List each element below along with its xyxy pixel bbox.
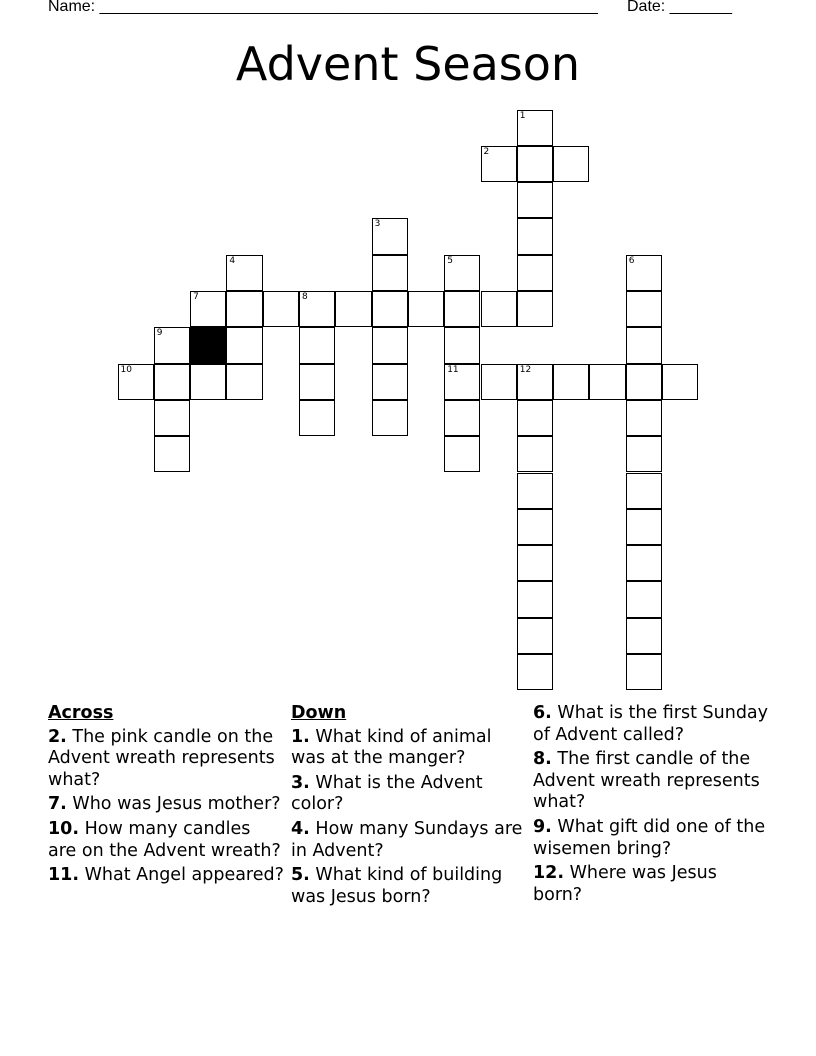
grid-cell[interactable] [626, 436, 662, 472]
grid-cell-number: 3 [374, 219, 381, 230]
grid-cell[interactable] [444, 364, 480, 400]
clue-across-7 [48, 794, 284, 816]
grid-cell[interactable] [299, 400, 335, 436]
grid-cell[interactable] [517, 291, 553, 327]
grid-cell[interactable] [154, 327, 190, 363]
grid-cell-number: 11 [447, 364, 459, 375]
puzzle-title: Advent Season [235, 37, 581, 91]
clue-down-6 [533, 703, 769, 746]
clue-text: The pink candle on the Advent wreath represents what? [48, 726, 275, 790]
grid-cell[interactable] [662, 364, 698, 400]
grid-cell-number: 10 [120, 364, 132, 375]
clue-down-9 [533, 817, 769, 860]
grid-cell[interactable] [190, 364, 226, 400]
grid-cell[interactable] [299, 327, 335, 363]
name-field-label: Name: ________________________________________________________ [48, 0, 598, 15]
grid-cell[interactable] [444, 291, 480, 327]
clue-number: 11. [48, 865, 80, 886]
clue-number: 4. [291, 818, 310, 839]
grid-cell[interactable] [444, 436, 480, 472]
clue-text: What kind of animal was at the manger? [291, 726, 492, 769]
grid-cell-number: 5 [447, 255, 453, 266]
grid-cell[interactable] [517, 436, 553, 472]
clue-number: 6. [533, 703, 552, 723]
clue-number: 12. [533, 863, 565, 884]
grid-cell[interactable] [408, 291, 444, 327]
grid-cell[interactable] [481, 146, 517, 182]
grid-cell[interactable] [626, 509, 662, 545]
grid-cell[interactable] [372, 218, 408, 254]
grid-cell[interactable] [517, 110, 553, 146]
grid-cell[interactable] [626, 400, 662, 436]
clue-text: What gift did one of the wisemen bring? [533, 816, 766, 859]
grid-cell[interactable] [517, 654, 553, 690]
grid-cell[interactable] [626, 545, 662, 581]
clue-text: How many candles are on the Advent wreath? [48, 818, 281, 861]
clue-number: 3. [291, 772, 310, 793]
grid-cell[interactable] [517, 400, 553, 436]
clue-across-11 [48, 865, 284, 887]
grid-cell[interactable] [517, 581, 553, 617]
grid-cell[interactable] [299, 291, 335, 327]
across-heading: Across [48, 703, 114, 723]
grid-cell[interactable] [517, 218, 553, 254]
clue-across-10 [48, 819, 284, 862]
grid-cell[interactable] [626, 618, 662, 654]
grid-cell[interactable] [190, 291, 226, 327]
grid-cell-number: 2 [483, 146, 490, 157]
clue-text: Where was Jesus born? [533, 863, 717, 905]
down-clues-column-continued [533, 703, 769, 909]
grid-cell[interactable] [589, 364, 625, 400]
grid-cell-number: 9 [156, 328, 163, 339]
grid-cell-number: 12 [519, 364, 532, 375]
grid-cell[interactable] [335, 291, 371, 327]
grid-cell[interactable] [626, 364, 662, 400]
grid-cell[interactable] [626, 327, 662, 363]
grid-cell[interactable] [517, 182, 553, 218]
grid-cell-number: 8 [302, 292, 308, 302]
clue-text: What Angel appeared? [84, 865, 284, 886]
grid-cell[interactable] [226, 327, 262, 363]
down-heading: Down [291, 703, 347, 723]
clue-number: 7. [48, 794, 67, 815]
grid-cell[interactable] [517, 618, 553, 654]
grid-cell[interactable] [263, 291, 299, 327]
grid-cell[interactable] [444, 327, 480, 363]
grid-cell[interactable] [226, 291, 262, 327]
grid-cell[interactable] [517, 146, 553, 182]
clue-number: 2. [48, 726, 67, 747]
grid-cell-number: 4 [229, 255, 236, 266]
grid-cell[interactable] [444, 400, 480, 436]
clue-across-2 [48, 727, 284, 792]
clue-text: The first candle of the Advent wreath represents what? [533, 749, 760, 813]
grid-cell[interactable] [154, 364, 190, 400]
grid-cell-number: 7 [193, 292, 199, 302]
grid-cell[interactable] [444, 255, 480, 291]
grid-cell[interactable] [372, 291, 408, 327]
grid-cell[interactable] [299, 364, 335, 400]
grid-cell[interactable] [226, 255, 262, 291]
clue-number: 9. [533, 816, 552, 837]
grid-cell[interactable] [372, 255, 408, 291]
grid-cell[interactable] [517, 473, 553, 509]
clue-text: What is the Advent color? [291, 772, 483, 815]
clue-number: 5. [291, 865, 310, 886]
clue-down-12 [533, 863, 769, 906]
grid-cell[interactable] [372, 327, 408, 363]
grid-cell[interactable] [226, 364, 262, 400]
grid-cell[interactable] [517, 509, 553, 545]
grid-cell[interactable] [626, 654, 662, 690]
clue-number: 10. [48, 818, 80, 839]
grid-cell[interactable] [626, 473, 662, 509]
clue-text: Who was Jesus mother? [72, 794, 281, 815]
down-clues-column [291, 703, 527, 911]
clue-number: 8. [533, 749, 552, 770]
clue-text: What kind of building was Jesus born? [291, 865, 503, 907]
grid-cell[interactable] [553, 364, 589, 400]
grid-cell[interactable] [481, 291, 517, 327]
clue-down-1 [291, 727, 527, 770]
clue-down-8 [533, 749, 769, 814]
grid-cell[interactable] [481, 364, 517, 400]
across-clues-column [48, 703, 284, 890]
clue-down-3 [291, 773, 527, 816]
grid-cell[interactable] [553, 146, 589, 182]
grid-cell[interactable] [626, 581, 662, 617]
clue-text: What is the first Sunday of Advent called? [533, 703, 769, 745]
clue-down-5 [291, 865, 527, 908]
grid-cell[interactable] [517, 364, 553, 400]
grid-cell[interactable] [154, 436, 190, 472]
grid-cell[interactable] [372, 400, 408, 436]
clue-down-4 [291, 819, 527, 862]
grid-cell[interactable] [154, 400, 190, 436]
grid-cell[interactable] [517, 545, 553, 581]
date-field-label: Date: _______ [627, 0, 732, 15]
grid-cell[interactable] [626, 255, 662, 291]
grid-cell-number: 6 [628, 255, 635, 266]
grid-cell[interactable] [626, 291, 662, 327]
grid-cell[interactable] [372, 364, 408, 400]
grid-cell[interactable] [517, 255, 553, 291]
grid-cell-number: 1 [519, 110, 526, 121]
clue-text: How many Sundays are in Advent? [291, 818, 523, 861]
clue-number: 1. [291, 726, 310, 747]
grid-cell[interactable] [118, 364, 154, 400]
grid-block-cell [190, 327, 226, 363]
